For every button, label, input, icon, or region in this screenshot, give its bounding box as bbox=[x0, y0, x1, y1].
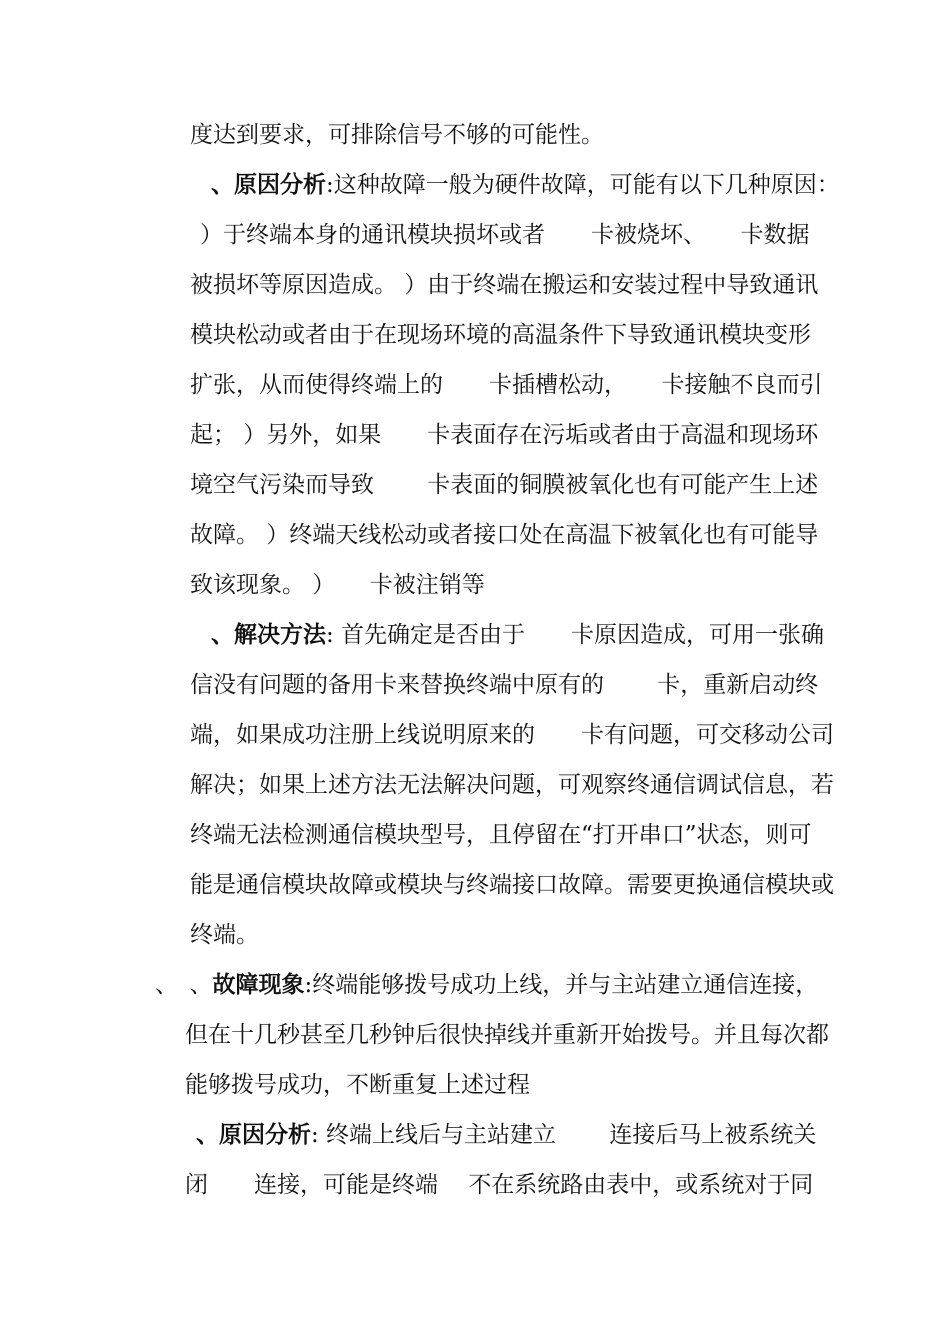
text-line: 扩张，从而使得终端上的 卡插槽松动， 卡接触不良而引 bbox=[190, 372, 823, 398]
text-line: 解决；如果上述方法无法解决问题，可观察终通信调试信息，若 bbox=[190, 772, 834, 798]
text-line: 但在十几秒甚至几秒钟后很快掉线并重新开始拨号。并且每次都 bbox=[185, 1022, 829, 1048]
text-line: 终端。 bbox=[190, 922, 259, 948]
heading-label: 、原因分析 bbox=[196, 1122, 311, 1148]
heading-label: 、原因分析 bbox=[211, 172, 326, 198]
text-line: 端，如果成功注册上线说明原来的 卡有问题，可交移动公司 bbox=[190, 722, 834, 748]
text-line: ）于终端本身的通讯模块损坏或者 卡被烧坏、 卡数据 bbox=[200, 222, 810, 248]
section-heading-fault-symptom: 、 、故障现象:终端能够拨号成功上线，并与主站建立通信连接， bbox=[155, 972, 819, 998]
section-heading-cause-analysis: 、原因分析:这种故障一般为硬件故障，可能有以下几种原因： bbox=[211, 172, 840, 198]
text-line: 起； ）另外，如果 卡表面存在污垢或者由于高温和现场环 bbox=[190, 422, 819, 448]
text-line: 故障。 ）终端天线松动或者接口处在高温下被氧化也有可能导 bbox=[190, 522, 819, 548]
text-line: 能够拨号成功，不断重复上述过程 bbox=[185, 1072, 530, 1098]
text-line: 能是通信模块故障或模块与终端接口故障。需要更换通信模块或 bbox=[190, 872, 834, 898]
section-heading-cause-analysis-2: 、原因分析: 终端上线后与主站建立 连接后马上被系统关 bbox=[196, 1122, 817, 1148]
heading-label: 、解决方法 bbox=[211, 622, 326, 648]
text-line: 致该现象。 ） 卡被注销等 bbox=[190, 572, 485, 598]
text-line: 境空气污染而导致 卡表面的铜膜被氧化也有可能产生上述 bbox=[190, 472, 819, 498]
text-line: 模块松动或者由于在现场环境的高温条件下导致通讯模块变形 bbox=[190, 322, 811, 348]
text-line: 终端无法检测通信模块型号，且停留在“打开串口”状态，则可 bbox=[190, 822, 812, 848]
text-line: 被损坏等原因造成。 ）由于终端在搬运和安装过程中导致通讯 bbox=[190, 272, 819, 298]
text-line: 信没有问题的备用卡来替换终端中原有的 卡，重新启动终 bbox=[190, 672, 819, 698]
list-marker: 、 、 bbox=[155, 972, 213, 998]
section-heading-solution: 、解决方法: 首先确定是否由于 卡原因造成，可用一张确 bbox=[211, 622, 825, 648]
text-line: 闭 连接，可能是终端 不在系统路由表中，或系统对于同 bbox=[185, 1172, 814, 1198]
heading-label: 故障现象 bbox=[212, 972, 305, 998]
text-line: 度达到要求，可排除信号不够的可能性。 bbox=[190, 122, 604, 148]
